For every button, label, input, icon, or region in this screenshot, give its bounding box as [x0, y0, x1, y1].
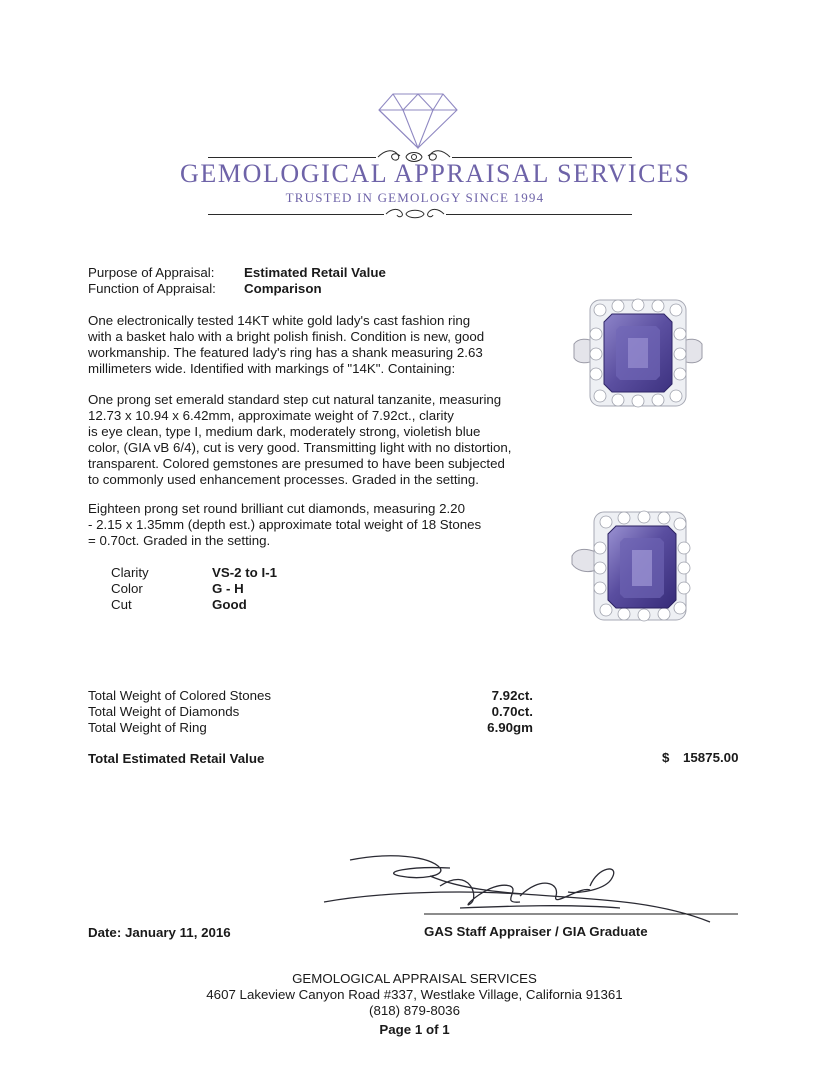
stone-description-line: is eye clean, type I, medium dark, moderately strong, violetish blue — [88, 424, 481, 439]
stone-description-line: 12.73 x 10.94 x 6.42mm, approximate weight of 7.92ct., clarity — [88, 408, 454, 423]
footer-phone: (818) 879-8036 — [369, 1003, 460, 1018]
stone-description-line: transparent. Colored gemstones are presumed to have been subjected — [88, 456, 505, 471]
function-value: Comparison — [244, 281, 322, 296]
function-label: Function of Appraisal: — [88, 281, 216, 296]
total-colored-stones-label: Total Weight of Colored Stones — [88, 688, 272, 703]
grading-value-color: G - H — [212, 581, 244, 596]
brand-name: GEMOLOGICAL APPRAISAL SERVICES — [180, 159, 691, 188]
page-number: Page 1 of 1 — [379, 1022, 450, 1037]
purpose-label: Purpose of Appraisal: — [88, 265, 215, 280]
retail-currency: $ — [662, 750, 670, 765]
total-diamonds-value: 0.70ct. — [491, 704, 533, 719]
ring-description — [88, 313, 558, 377]
ring-description-line: with a basket halo with a bright polish finish. Condition is new, good — [88, 329, 485, 344]
grading-label-clarity: Clarity — [111, 565, 149, 580]
appraiser-title: GAS Staff Appraiser / GIA Graduate — [424, 924, 648, 939]
ring-description-line: workmanship. The featured lady's ring has a shank measuring 2.63 — [88, 345, 483, 360]
ring-description-line: millimeters wide. Identified with markings of "14K". Containing: — [88, 361, 456, 376]
diamond-description-line: Eighteen prong set round brilliant cut diamonds, measuring 2.20 — [88, 501, 465, 516]
total-ring-weight-label: Total Weight of Ring — [88, 720, 207, 735]
brand-tagline: TRUSTED IN GEMOLOGY SINCE 1994 — [285, 190, 545, 205]
total-diamonds-label: Total Weight of Diamonds — [88, 704, 240, 719]
appraisal-date: Date: January 11, 2016 — [88, 925, 231, 940]
stone-description-line: color, (GIA vB 6/4), cut is very good. Transmitting light with no distortion, — [88, 440, 512, 455]
appraiser-signature — [320, 846, 740, 926]
stone-description-line: One prong set emerald standard step cut natural tanzanite, measuring — [88, 392, 502, 407]
diamond-description-line: - 2.15 x 1.35mm (depth est.) approximate total weight of 18 Stones — [88, 517, 482, 532]
grading-value-clarity: VS-2 to I-1 — [212, 565, 278, 580]
diamond-description — [88, 501, 558, 549]
stone-description-line: to commonly used enhancement processes. Graded in the setting. — [88, 472, 479, 487]
grading-value-cut: Good — [212, 597, 247, 612]
footer-address: 4607 Lakeview Canyon Road #337, Westlake Village, California 91361 — [206, 987, 623, 1002]
scroll-ornament-bottom-icon — [384, 204, 446, 224]
header-rule-left — [208, 157, 376, 158]
diamond-logo-icon — [377, 92, 459, 150]
ring-front-image — [568, 294, 708, 412]
stone-description — [88, 392, 558, 488]
purpose-value: Estimated Retail Value — [244, 265, 386, 280]
ring-angle-image — [568, 508, 708, 626]
retail-value-label: Total Estimated Retail Value — [88, 751, 265, 766]
footer-company: GEMOLOGICAL APPRAISAL SERVICES — [292, 971, 537, 986]
header-rule-bottom-left — [208, 214, 384, 215]
retail-amount: 15875.00 — [683, 750, 739, 765]
grading-label-color: Color — [111, 581, 143, 596]
total-colored-stones-value: 7.92ct. — [491, 688, 533, 703]
grading-label-cut: Cut — [111, 597, 132, 612]
total-ring-weight-value: 6.90gm — [487, 720, 533, 735]
header-rule-bottom-right — [446, 214, 632, 215]
diamond-description-line: = 0.70ct. Graded in the setting. — [88, 533, 271, 548]
ring-description-line: One electronically tested 14KT white gold lady's cast fashion ring — [88, 313, 471, 328]
header-rule-right — [452, 157, 632, 158]
